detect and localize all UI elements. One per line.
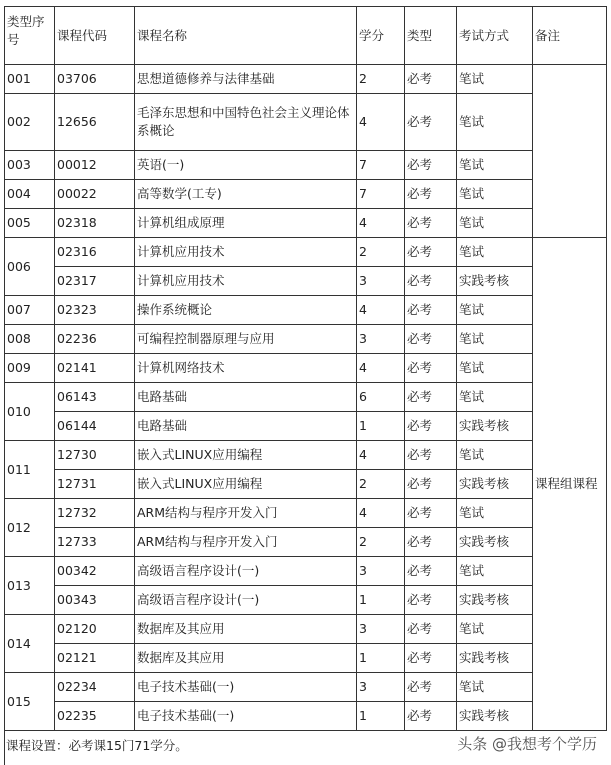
type-cell: 必考 <box>405 94 457 151</box>
credit-cell: 4 <box>357 94 405 151</box>
name-cell: 嵌入式LINUX应用编程 <box>135 441 357 470</box>
exam-cell: 实践考核 <box>457 470 533 499</box>
type-cell: 必考 <box>405 441 457 470</box>
code-cell: 00342 <box>55 557 135 586</box>
seq-cell: 006 <box>5 238 55 296</box>
code-cell: 02236 <box>55 325 135 354</box>
type-cell: 必考 <box>405 65 457 94</box>
name-cell: 高等数学(工专) <box>135 180 357 209</box>
code-cell: 00022 <box>55 180 135 209</box>
type-cell: 必考 <box>405 267 457 296</box>
code-cell: 00343 <box>55 586 135 615</box>
table-header-row <box>5 7 607 65</box>
table-row <box>5 412 607 441</box>
exam-cell: 实践考核 <box>457 528 533 557</box>
watermark: 头条 @我想考个学历 <box>457 735 597 753</box>
type-cell: 必考 <box>405 615 457 644</box>
credit-cell: 4 <box>357 209 405 238</box>
header-exam: 考试方式 <box>457 7 533 65</box>
exam-cell: 笔试 <box>457 151 533 180</box>
type-cell: 必考 <box>405 644 457 673</box>
type-cell: 必考 <box>405 586 457 615</box>
credit-cell: 7 <box>357 151 405 180</box>
exam-cell: 笔试 <box>457 65 533 94</box>
code-cell: 02318 <box>55 209 135 238</box>
header-type: 类型 <box>405 7 457 65</box>
credit-cell: 2 <box>357 238 405 267</box>
type-cell: 必考 <box>405 528 457 557</box>
type-cell: 必考 <box>405 702 457 731</box>
name-cell: 电路基础 <box>135 383 357 412</box>
name-cell: 可编程控制器原理与应用 <box>135 325 357 354</box>
table-row <box>5 644 607 673</box>
seq-cell: 004 <box>5 180 55 209</box>
name-cell: 数据库及其应用 <box>135 644 357 673</box>
type-cell: 必考 <box>405 499 457 528</box>
credit-cell: 3 <box>357 615 405 644</box>
exam-cell: 笔试 <box>457 615 533 644</box>
exam-cell: 笔试 <box>457 238 533 267</box>
type-cell: 必考 <box>405 238 457 267</box>
exam-cell: 笔试 <box>457 325 533 354</box>
type-cell: 必考 <box>405 557 457 586</box>
exam-cell: 笔试 <box>457 673 533 702</box>
code-cell: 06143 <box>55 383 135 412</box>
type-cell: 必考 <box>405 673 457 702</box>
table-row <box>5 325 607 354</box>
note-cell: 课程组课程 <box>533 238 607 731</box>
name-cell: 计算机应用技术 <box>135 238 357 267</box>
name-cell: ARM结构与程序开发入门 <box>135 499 357 528</box>
code-cell: 12732 <box>55 499 135 528</box>
exam-cell: 实践考核 <box>457 644 533 673</box>
seq-cell: 012 <box>5 499 55 557</box>
type-cell: 必考 <box>405 209 457 238</box>
exam-cell: 笔试 <box>457 94 533 151</box>
seq-cell: 008 <box>5 325 55 354</box>
credit-cell: 4 <box>357 441 405 470</box>
credit-cell: 3 <box>357 557 405 586</box>
exam-cell: 笔试 <box>457 354 533 383</box>
exam-cell: 笔试 <box>457 499 533 528</box>
code-cell: 00012 <box>55 151 135 180</box>
code-cell: 02141 <box>55 354 135 383</box>
seq-cell: 005 <box>5 209 55 238</box>
type-cell: 必考 <box>405 151 457 180</box>
type-cell: 必考 <box>405 325 457 354</box>
code-cell: 02316 <box>55 238 135 267</box>
name-cell: 计算机组成原理 <box>135 209 357 238</box>
exam-cell: 实践考核 <box>457 586 533 615</box>
credit-cell: 1 <box>357 412 405 441</box>
seq-cell: 010 <box>5 383 55 441</box>
credit-cell: 2 <box>357 65 405 94</box>
code-cell: 12733 <box>55 528 135 557</box>
credit-cell: 6 <box>357 383 405 412</box>
name-cell: 计算机应用技术 <box>135 267 357 296</box>
table-row <box>5 441 607 470</box>
type-cell: 必考 <box>405 354 457 383</box>
type-cell: 必考 <box>405 383 457 412</box>
name-cell: 高级语言程序设计(一) <box>135 557 357 586</box>
note-cell-empty <box>533 65 607 238</box>
credit-cell: 4 <box>357 499 405 528</box>
header-name: 课程名称 <box>135 7 357 65</box>
table-row <box>5 267 607 296</box>
table-row <box>5 65 607 94</box>
header-credit: 学分 <box>357 7 405 65</box>
code-cell: 02323 <box>55 296 135 325</box>
credit-cell: 2 <box>357 470 405 499</box>
seq-cell: 014 <box>5 615 55 673</box>
code-cell: 12731 <box>55 470 135 499</box>
header-note: 备注 <box>533 7 607 65</box>
table-row <box>5 615 607 644</box>
seq-cell: 009 <box>5 354 55 383</box>
exam-cell: 实践考核 <box>457 267 533 296</box>
code-cell: 12656 <box>55 94 135 151</box>
seq-cell: 001 <box>5 65 55 94</box>
name-cell: ARM结构与程序开发入门 <box>135 528 357 557</box>
name-cell: 电子技术基础(一) <box>135 702 357 731</box>
name-cell: 计算机网络技术 <box>135 354 357 383</box>
credit-cell: 3 <box>357 325 405 354</box>
credit-cell: 7 <box>357 180 405 209</box>
credit-cell: 1 <box>357 586 405 615</box>
exam-cell: 笔试 <box>457 209 533 238</box>
code-cell: 02234 <box>55 673 135 702</box>
name-cell: 电子技术基础(一) <box>135 673 357 702</box>
code-cell: 12730 <box>55 441 135 470</box>
table-row <box>5 354 607 383</box>
seq-cell: 013 <box>5 557 55 615</box>
table-row <box>5 94 607 151</box>
exam-cell: 笔试 <box>457 383 533 412</box>
credit-cell: 1 <box>357 702 405 731</box>
table-row <box>5 296 607 325</box>
name-cell: 电路基础 <box>135 412 357 441</box>
type-cell: 必考 <box>405 180 457 209</box>
type-cell: 必考 <box>405 470 457 499</box>
table-row <box>5 499 607 528</box>
table-bottom-left-rule <box>4 729 5 765</box>
table-row <box>5 470 607 499</box>
code-cell: 02121 <box>55 644 135 673</box>
table-row <box>5 702 607 731</box>
credit-cell: 3 <box>357 673 405 702</box>
table-row <box>5 209 607 238</box>
name-cell: 毛泽东思想和中国特色社会主义理论体系概论 <box>135 94 357 151</box>
credit-cell: 2 <box>357 528 405 557</box>
seq-cell: 007 <box>5 296 55 325</box>
course-table <box>4 6 607 731</box>
table-row <box>5 180 607 209</box>
seq-cell: 003 <box>5 151 55 180</box>
type-cell: 必考 <box>405 296 457 325</box>
table-row <box>5 673 607 702</box>
exam-cell: 实践考核 <box>457 702 533 731</box>
credit-cell: 1 <box>357 644 405 673</box>
seq-cell: 011 <box>5 441 55 499</box>
credit-cell: 4 <box>357 354 405 383</box>
name-cell: 数据库及其应用 <box>135 615 357 644</box>
name-cell: 思想道德修养与法律基础 <box>135 65 357 94</box>
exam-cell: 实践考核 <box>457 412 533 441</box>
credit-cell: 3 <box>357 267 405 296</box>
header-seq: 类型序号 <box>5 7 55 65</box>
name-cell: 高级语言程序设计(一) <box>135 586 357 615</box>
name-cell: 嵌入式LINUX应用编程 <box>135 470 357 499</box>
code-cell: 02235 <box>55 702 135 731</box>
table-row <box>5 557 607 586</box>
code-cell: 02317 <box>55 267 135 296</box>
code-cell: 06144 <box>55 412 135 441</box>
table-row <box>5 151 607 180</box>
exam-cell: 笔试 <box>457 180 533 209</box>
table-row <box>5 528 607 557</box>
credit-cell: 4 <box>357 296 405 325</box>
header-code: 课程代码 <box>55 7 135 65</box>
name-cell: 操作系统概论 <box>135 296 357 325</box>
seq-cell: 015 <box>5 673 55 731</box>
exam-cell: 笔试 <box>457 557 533 586</box>
table-row <box>5 238 607 267</box>
name-cell: 英语(一) <box>135 151 357 180</box>
code-cell: 02120 <box>55 615 135 644</box>
course-summary: 课程设置：必考课15门71学分。 <box>6 738 188 753</box>
exam-cell: 笔试 <box>457 296 533 325</box>
type-cell: 必考 <box>405 412 457 441</box>
seq-cell: 002 <box>5 94 55 151</box>
table-row <box>5 586 607 615</box>
exam-cell: 笔试 <box>457 441 533 470</box>
code-cell: 03706 <box>55 65 135 94</box>
table-row <box>5 383 607 412</box>
